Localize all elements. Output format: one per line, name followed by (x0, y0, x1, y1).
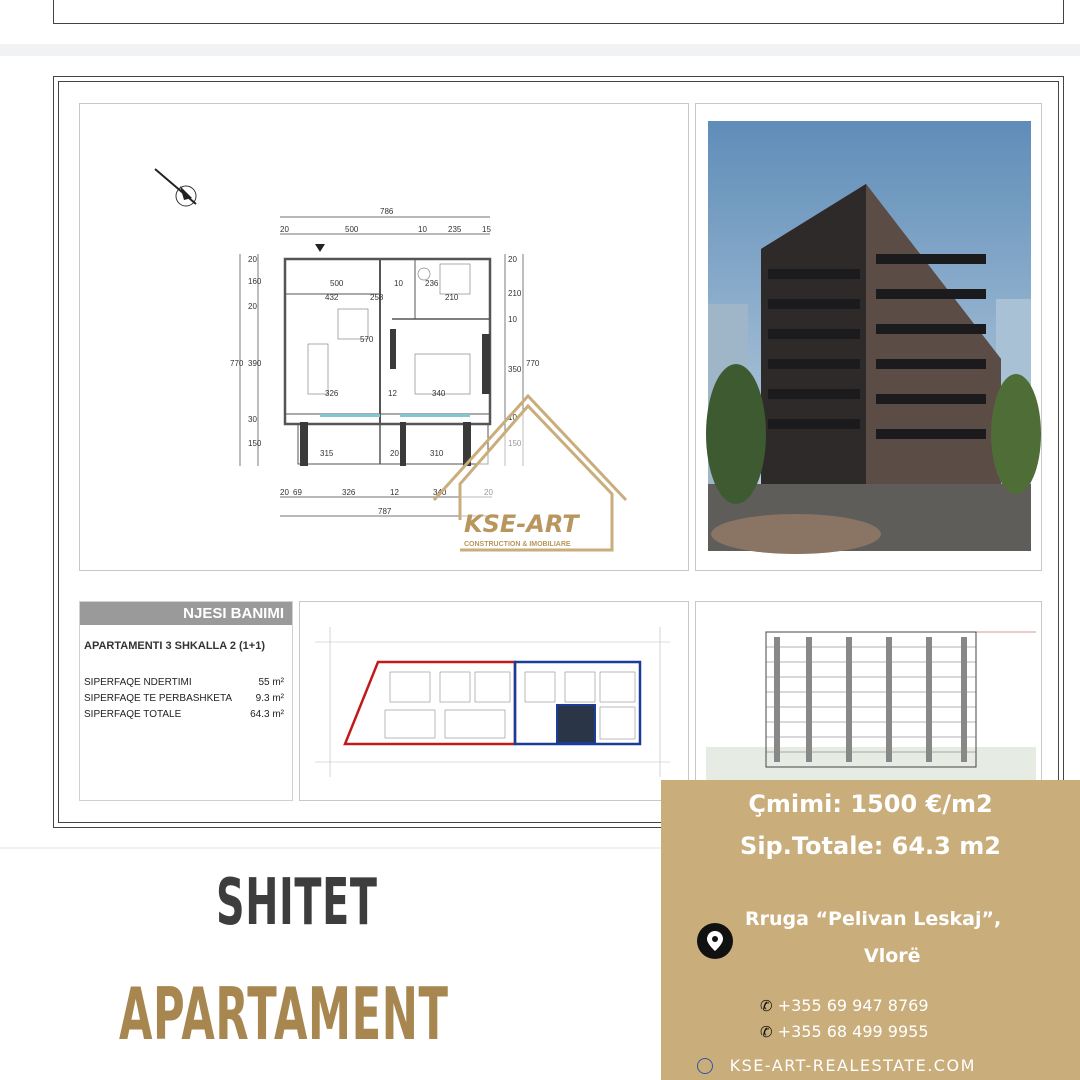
kse-art-logo (434, 396, 626, 550)
svg-text:20: 20 (248, 302, 257, 311)
building-render-image (696, 104, 1041, 570)
spec-value: 64.3 m² (250, 709, 284, 720)
spec-label: SIPERFAQE TE PERBASHKETA (84, 693, 233, 704)
phone-entry-1[interactable] (760, 996, 929, 1015)
svg-text:12: 12 (390, 488, 399, 497)
svg-text:210: 210 (508, 289, 522, 298)
phone-number: +355 68 499 9955 (777, 1022, 929, 1041)
phone-entry-2[interactable] (760, 1022, 929, 1041)
price-text: Çmimi: 1500 €/m2 (748, 790, 993, 818)
svg-text:310: 310 (430, 449, 444, 458)
spec-unit-title: APARTAMENTI 3 SHKALLA 2 (1+1) (84, 640, 266, 652)
svg-text:30: 30 (248, 415, 257, 424)
logo-main-text: KSE-ART (464, 510, 579, 538)
headline-shitet: SHITET (216, 866, 378, 940)
svg-text:500: 500 (345, 225, 359, 234)
apartment-outline (285, 259, 490, 464)
elevation-panel (695, 601, 1042, 801)
spec-value: 55 m² (258, 677, 284, 688)
svg-text:236: 236 (425, 279, 439, 288)
svg-text:390: 390 (248, 359, 262, 368)
svg-text:15: 15 (482, 225, 491, 234)
svg-text:10: 10 (508, 315, 517, 324)
svg-text:20: 20 (508, 255, 517, 264)
site-plan-drawing (300, 602, 688, 800)
svg-text:20: 20 (248, 255, 257, 264)
spec-label: SIPERFAQE TOTALE (84, 709, 182, 720)
address-line-1: Rruga “Pelivan Leskaj”, (745, 908, 1002, 930)
globe-icon (697, 1058, 713, 1074)
headline-apartament: APARTAMENT (119, 972, 449, 1056)
svg-text:160: 160 (248, 277, 262, 286)
svg-text:10: 10 (418, 225, 427, 234)
svg-text:235: 235 (448, 225, 462, 234)
spec-label: SIPERFAQE NDERTIMI (84, 677, 192, 688)
svg-text:350: 350 (508, 365, 522, 374)
svg-text:315: 315 (320, 449, 334, 458)
north-arrow-icon (155, 169, 196, 206)
previous-sheet-frame (53, 0, 1064, 24)
svg-text:340: 340 (432, 389, 446, 398)
floor-plan-drawing (80, 104, 688, 570)
unit-spec-panel (79, 601, 293, 801)
svg-text:570: 570 (360, 335, 374, 344)
svg-text:210: 210 (445, 293, 459, 302)
website-text: KSE-ART-REALESTATE.COM (729, 1056, 976, 1075)
svg-text:326: 326 (325, 389, 339, 398)
price-info-box (661, 780, 1080, 1080)
spec-row (84, 693, 290, 704)
dim-top-total: 786 (380, 207, 394, 216)
svg-text:69: 69 (293, 488, 302, 497)
phone-icon: ✆ (760, 1023, 773, 1041)
svg-text:150: 150 (248, 439, 262, 448)
svg-text:432: 432 (325, 293, 339, 302)
svg-text:770: 770 (526, 359, 540, 368)
website-link[interactable] (697, 1056, 976, 1075)
svg-text:258: 258 (370, 293, 384, 302)
spec-value: 9.3 m² (255, 693, 284, 704)
address-line-2: Vlorë (864, 945, 921, 967)
area-text: Sip.Totale: 64.3 m2 (740, 832, 1001, 860)
phone-number: +355 69 947 8769 (777, 996, 929, 1015)
car-shape (711, 514, 881, 554)
spec-header: NJESI BANIMI (80, 602, 292, 625)
entrance-marker-icon (315, 244, 325, 252)
svg-text:12: 12 (388, 389, 397, 398)
svg-text:340: 340 (433, 488, 447, 497)
svg-text:20: 20 (280, 225, 289, 234)
location-pin-icon (697, 923, 733, 959)
phone-icon: ✆ (760, 997, 773, 1015)
svg-text:20: 20 (280, 488, 289, 497)
svg-text:770: 770 (230, 359, 244, 368)
floor-plan-panel (79, 103, 689, 571)
svg-text:326: 326 (342, 488, 356, 497)
spec-row (84, 709, 290, 720)
svg-text:20: 20 (390, 449, 399, 458)
svg-text:787: 787 (378, 507, 392, 516)
svg-text:10: 10 (394, 279, 403, 288)
building-render-panel (695, 103, 1042, 571)
svg-text:500: 500 (330, 279, 344, 288)
spec-row (84, 677, 290, 688)
elevation-drawing (696, 602, 1041, 800)
logo-sub-text: CONSTRUCTION & IMOBILIARE (464, 541, 571, 548)
svg-text:10: 10 (508, 413, 517, 422)
site-plan-panel (299, 601, 689, 801)
separator-band (0, 44, 1080, 56)
